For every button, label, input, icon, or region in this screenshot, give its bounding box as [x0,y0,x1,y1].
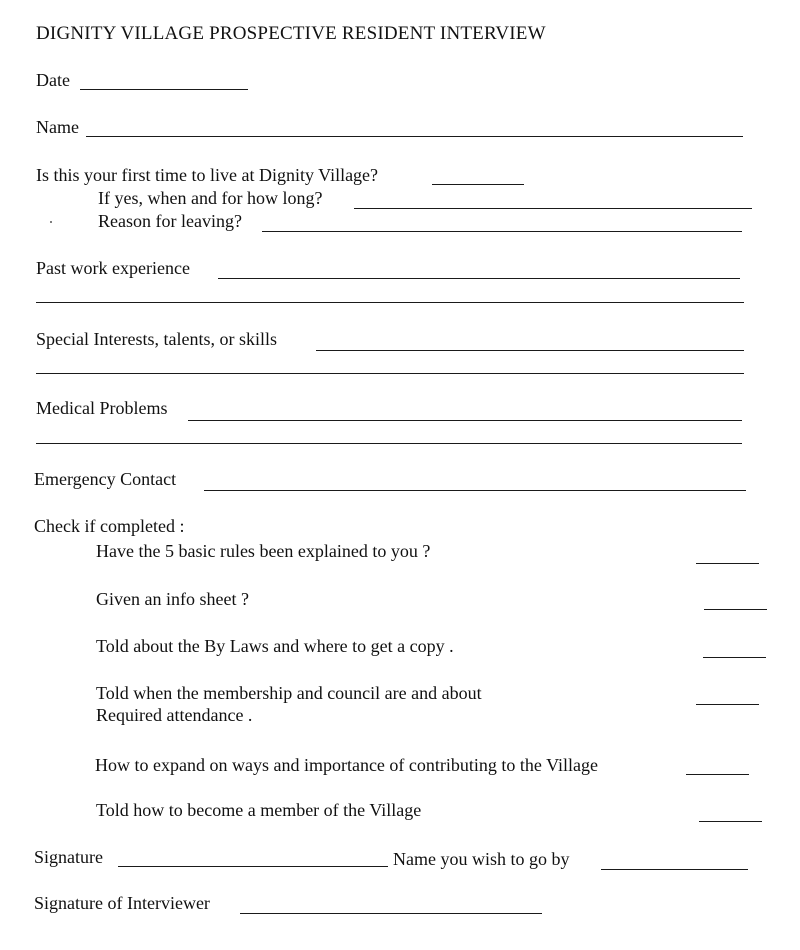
date-label: Date [36,70,70,90]
checklist-item-checkbox[interactable] [699,821,762,822]
checklist-item-text: Told how to become a member of the Village [96,800,422,820]
preferred-name-field[interactable] [601,869,748,870]
checklist-item-text-line-2: Required attendance . [96,705,253,725]
scan-speck [50,221,52,223]
checklist-item-text: Told about the By Laws and where to get a copy . [96,636,454,656]
first-time-question: Is this your first time to live at Dignity Village? [36,165,379,185]
reason-leaving-field[interactable] [262,231,742,232]
work-experience-field[interactable] [218,278,740,279]
checklist-item-text: Have the 5 basic rules been explained to you ? [96,541,431,561]
name-field[interactable] [86,136,743,137]
checklist-heading: Check if completed : [34,516,185,536]
medical-label: Medical Problems [36,398,168,418]
medical-field[interactable] [188,420,742,421]
date-field[interactable] [80,89,248,90]
interviewer-signature-label: Signature of Interviewer [34,893,210,913]
emergency-field[interactable] [204,490,746,491]
checklist-item-checkbox[interactable] [686,774,749,775]
form-title: DIGNITY VILLAGE PROSPECTIVE RESIDENT INTERVIEW [36,23,546,44]
emergency-label: Emergency Contact [34,469,177,489]
medical-field-line-2[interactable] [36,443,742,444]
name-label: Name [36,117,79,137]
first-time-field[interactable] [432,184,524,185]
interests-field-line-2[interactable] [36,373,744,374]
if-yes-question: If yes, when and for how long? [98,188,323,208]
checklist-item-checkbox[interactable] [704,609,767,610]
checklist-item-text: Told when the membership and council are and about [96,683,482,703]
signature-field[interactable] [118,866,388,867]
checklist-item-checkbox[interactable] [696,704,759,705]
interests-label: Special Interests, talents, or skills [36,329,277,349]
checklist-item-checkbox[interactable] [696,563,759,564]
work-experience-label: Past work experience [36,258,190,278]
work-experience-field-line-2[interactable] [36,302,744,303]
interests-field[interactable] [316,350,744,351]
if-yes-field[interactable] [354,208,752,209]
checklist-item-text: Given an info sheet ? [96,589,249,609]
checklist-item-text: How to expand on ways and importance of contributing to the Village [95,755,598,775]
checklist-item-checkbox[interactable] [703,657,766,658]
preferred-name-label: Name you wish to go by [393,849,570,869]
interviewer-signature-field[interactable] [240,913,542,914]
signature-label: Signature [34,847,103,867]
reason-leaving-question: Reason for leaving? [98,211,242,231]
